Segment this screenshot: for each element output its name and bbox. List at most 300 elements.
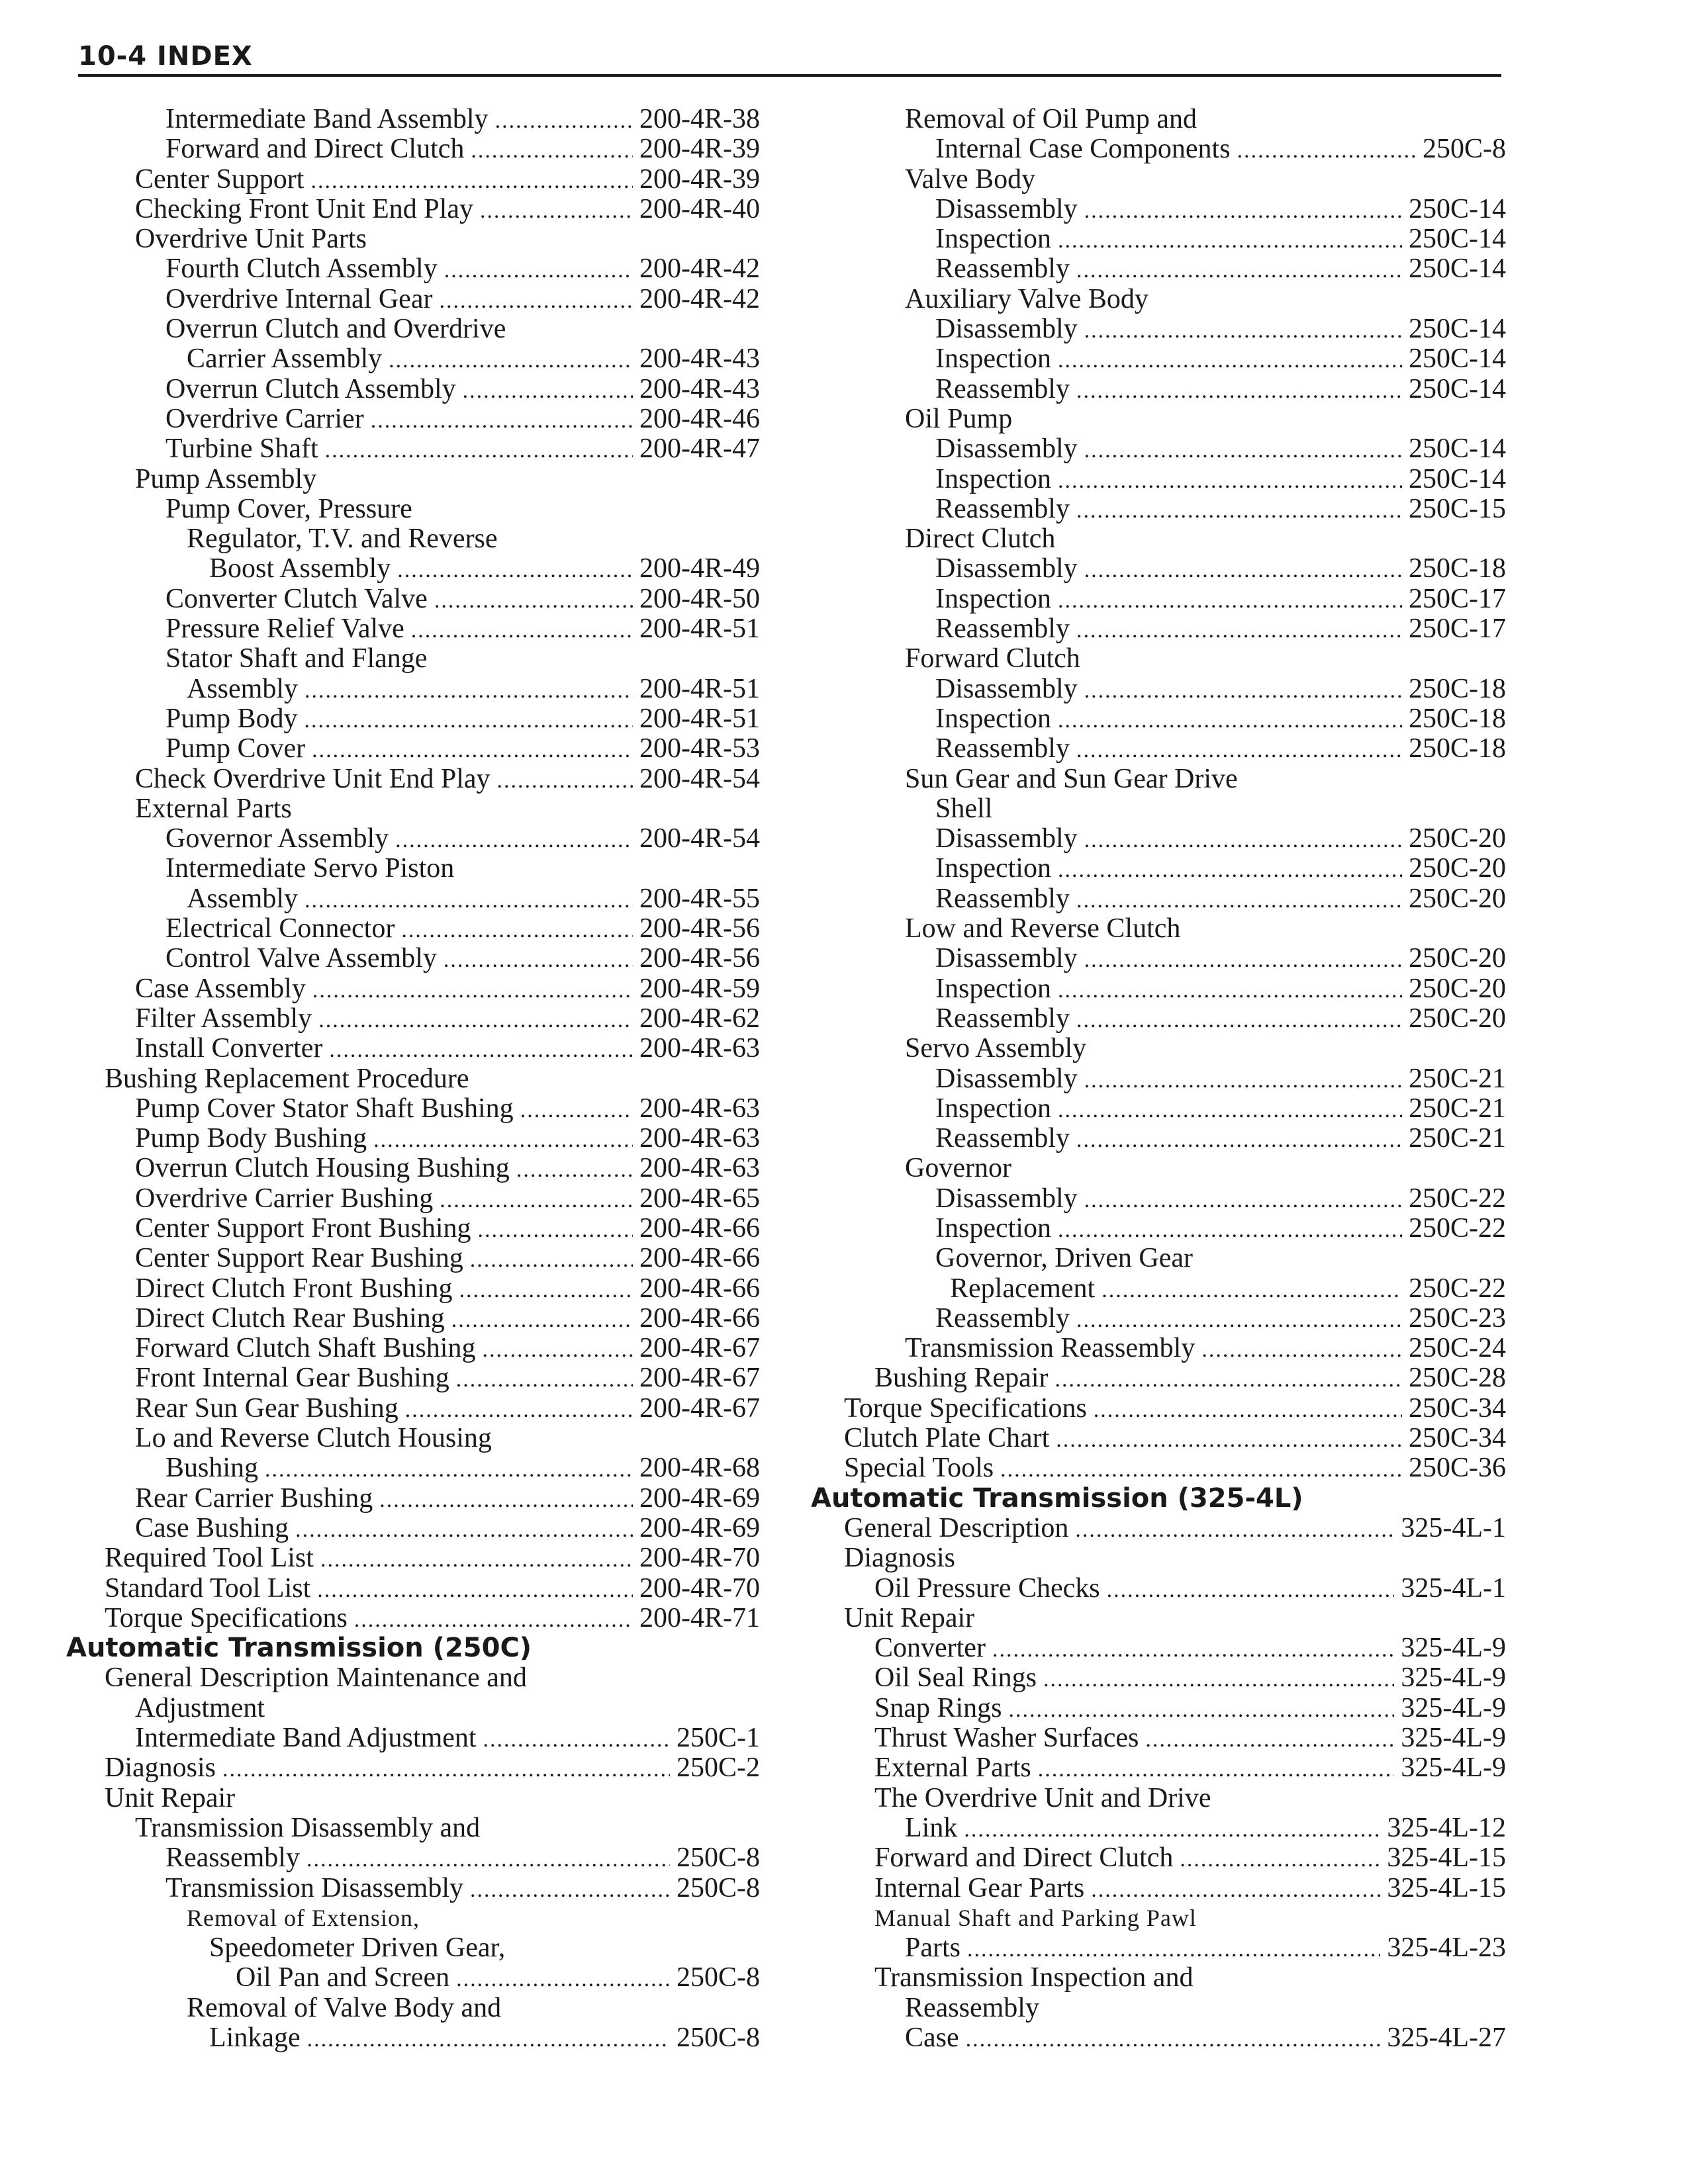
dot-leader	[1076, 1305, 1402, 1334]
entry-page-number: 200-4R-66	[639, 1303, 760, 1334]
entry-page-number: 200-4R-56	[639, 914, 760, 944]
dot-leader	[520, 1095, 633, 1124]
index-entry	[66, 1993, 760, 2023]
entry-page-number: 200-4R-70	[639, 1573, 760, 1604]
entry-page-number: 325-4L-9	[1401, 1693, 1506, 1723]
index-entry	[811, 465, 1506, 494]
index-entry	[66, 1154, 760, 1183]
index-entry	[811, 285, 1506, 314]
entry-page-number: 200-4R-56	[639, 944, 760, 974]
entry-text: Direct Clutch Front Bushing	[135, 1273, 453, 1304]
entry-page-number: 200-4R-62	[639, 1003, 760, 1034]
entry-page-number: 200-4R-66	[639, 1244, 760, 1274]
index-entry	[66, 1574, 760, 1604]
entry-page-number: 250C-20	[1409, 1003, 1506, 1034]
entry-page-number: 250C-20	[1409, 824, 1506, 854]
entry-page-number: 200-4R-54	[639, 824, 760, 854]
index-entry	[811, 1993, 1506, 2023]
entry-page-number: 200-4R-39	[639, 134, 760, 165]
entry-text: Lo and Reverse Clutch Housing	[135, 1424, 492, 1454]
index-entry	[811, 1424, 1506, 1453]
entry-text: The Overdrive Unit and Drive	[874, 1783, 1211, 1813]
index-entry	[811, 1543, 1506, 1573]
index-entry	[811, 1874, 1506, 1903]
entry-text: Governor	[905, 1154, 1011, 1184]
entry-page-number: 200-4R-49	[639, 554, 760, 584]
dot-leader	[1076, 1125, 1402, 1154]
index-entry	[811, 734, 1506, 764]
index-entry	[811, 974, 1506, 1004]
index-column-left	[66, 105, 760, 2053]
entry-text: Bushing Repair	[874, 1363, 1049, 1394]
entry-text: Replacement	[950, 1273, 1096, 1304]
index-entry	[66, 854, 760, 884]
index-entry	[66, 1094, 760, 1124]
dot-leader	[1058, 586, 1402, 614]
entry-text: Direct Clutch	[905, 524, 1056, 555]
index-entry	[811, 434, 1506, 464]
index-entry	[811, 854, 1506, 884]
dot-leader	[451, 1305, 633, 1334]
dot-leader	[1076, 886, 1402, 914]
index-entry	[811, 884, 1506, 914]
entry-text: Bushing Replacement Procedure	[105, 1064, 469, 1094]
entry-text: Pump Cover Stator Shaft Bushing	[135, 1093, 514, 1124]
entry-page-number: 250C-14	[1409, 434, 1506, 465]
index-entry	[66, 884, 760, 914]
dot-leader	[306, 1844, 670, 1873]
entry-text: Front Internal Gear Bushing	[135, 1363, 449, 1394]
dot-leader	[495, 106, 633, 134]
entry-text: Overdrive Carrier Bushing	[135, 1183, 434, 1214]
entry-text: Automatic Transmission (250C)	[66, 1633, 532, 1664]
index-entry	[811, 914, 1506, 944]
dot-leader	[478, 1215, 633, 1244]
index-entry	[66, 1784, 760, 1813]
entry-text: Inspection	[935, 584, 1051, 614]
index-entry	[66, 1334, 760, 1363]
index-entry	[811, 1124, 1506, 1154]
entry-page-number: 250C-21	[1409, 1124, 1506, 1154]
index-entry	[66, 584, 760, 614]
index-entry	[811, 314, 1506, 344]
entry-page-number: 250C-14	[1409, 194, 1506, 224]
dot-leader	[470, 1245, 633, 1273]
entry-text: Transmission Reassembly	[905, 1334, 1196, 1364]
entry-text: Disassembly	[935, 1064, 1078, 1094]
entry-page-number: 200-4R-43	[639, 344, 760, 375]
index-entry	[66, 1064, 760, 1094]
dot-leader	[1102, 1275, 1402, 1304]
entry-text: Reassembly	[935, 614, 1070, 645]
entry-text: Oil Seal Rings	[874, 1663, 1037, 1694]
entry-text: Pump Cover	[165, 734, 306, 764]
index-entry	[811, 614, 1506, 644]
index-entry	[66, 944, 760, 974]
entry-text: Electrical Connector	[165, 914, 395, 944]
entry-page-number: 200-4R-63	[639, 1154, 760, 1184]
index-entry	[811, 794, 1506, 824]
index-entry	[66, 195, 760, 224]
index-column-right	[811, 105, 1506, 2053]
index-entry	[66, 1903, 760, 1933]
entry-page-number: 200-4R-43	[639, 374, 760, 404]
entry-page-number: 325-4L-27	[1387, 2023, 1506, 2053]
dot-leader	[397, 555, 633, 584]
dot-leader	[1084, 676, 1402, 704]
index-entry	[811, 1784, 1506, 1813]
index-entry	[66, 1304, 760, 1334]
entry-page-number: 200-4R-63	[639, 1093, 760, 1124]
index-entry	[811, 584, 1506, 614]
entry-page-number: 250C-2	[677, 1753, 760, 1784]
index-entry	[811, 824, 1506, 854]
dot-leader	[305, 705, 633, 734]
dot-leader	[1107, 1575, 1395, 1604]
entry-page-number: 250C-14	[1409, 224, 1506, 255]
index-entry	[811, 2023, 1506, 2053]
dot-leader	[1084, 945, 1402, 974]
index-entry	[811, 1963, 1506, 1993]
index-entry	[811, 1604, 1506, 1633]
dot-leader	[439, 286, 633, 314]
index-entry	[66, 1424, 760, 1453]
entry-page-number: 250C-14	[1409, 464, 1506, 494]
index-entry	[66, 375, 760, 404]
index-entry	[811, 1663, 1506, 1693]
entry-text: Reassembly	[935, 884, 1070, 914]
entry-page-number: 250C-18	[1409, 734, 1506, 764]
entry-text: Center Support	[135, 164, 305, 195]
entry-text: Regulator, T.V. and Reverse	[187, 524, 498, 555]
index-entry	[66, 254, 760, 284]
entry-page-number: 200-4R-47	[639, 434, 760, 465]
entry-page-number: 250C-14	[1409, 314, 1506, 345]
dot-leader	[516, 1155, 633, 1183]
entry-text: Disassembly	[935, 1183, 1078, 1214]
entry-text: Adjustment	[135, 1693, 265, 1723]
entry-page-number: 250C-20	[1409, 944, 1506, 974]
dot-leader	[966, 2025, 1381, 2053]
index-entry	[811, 1184, 1506, 1214]
dot-leader	[482, 1335, 633, 1363]
entry-text: Inspection	[935, 344, 1051, 375]
dot-leader	[329, 1035, 633, 1064]
entry-text: Center Support Rear Bushing	[135, 1244, 463, 1274]
entry-page-number: 325-4L-15	[1387, 1843, 1506, 1874]
index-entry	[66, 1274, 760, 1304]
dot-leader	[1058, 345, 1402, 374]
entry-text: Inspection	[935, 224, 1051, 255]
index-entry	[66, 1604, 760, 1633]
entry-text: Reassembly	[935, 374, 1070, 404]
entry-text: Parts	[905, 1933, 961, 1964]
entry-page-number: 325-4L-1	[1401, 1513, 1506, 1543]
entry-page-number: 200-4R-67	[639, 1334, 760, 1364]
index-entry	[811, 1633, 1506, 1663]
entry-page-number: 200-4R-66	[639, 1213, 760, 1244]
entry-text: Thrust Washer Surfaces	[874, 1723, 1139, 1754]
dot-leader	[1043, 1664, 1394, 1693]
entry-text: Case	[905, 2023, 959, 2053]
dot-leader	[1058, 705, 1402, 734]
entry-text: Pump Cover, Pressure	[165, 494, 412, 524]
dot-leader	[1180, 1844, 1380, 1873]
entry-text: Converter Clutch Valve	[165, 584, 428, 614]
index-entry	[66, 974, 760, 1004]
entry-page-number: 325-4L-23	[1387, 1933, 1506, 1964]
index-entry	[66, 105, 760, 134]
entry-text: Bushing	[165, 1453, 259, 1484]
index-entry	[66, 1034, 760, 1064]
index-entry	[66, 494, 760, 524]
entry-page-number: 250C-22	[1409, 1183, 1506, 1214]
entry-text: Boost Assembly	[209, 554, 391, 584]
entry-text: Shell	[935, 794, 993, 824]
dot-leader	[1058, 976, 1402, 1004]
entry-text: Low and Reverse Clutch	[905, 914, 1181, 944]
entry-text: Disassembly	[935, 434, 1078, 465]
dot-leader	[325, 435, 633, 464]
entry-text: External Parts	[874, 1753, 1031, 1784]
entry-page-number: 250C-18	[1409, 704, 1506, 734]
dot-leader	[1084, 1066, 1402, 1094]
entry-page-number: 200-4R-65	[639, 1183, 760, 1214]
dot-leader	[320, 1545, 633, 1573]
index-entry	[66, 524, 760, 554]
entry-text: Servo Assembly	[905, 1034, 1087, 1064]
entry-text: Install Converter	[135, 1034, 323, 1064]
dot-leader	[1058, 466, 1402, 494]
index-entry	[811, 404, 1506, 434]
entry-text: Intermediate Band Adjustment	[135, 1723, 477, 1754]
entry-text: Reassembly	[935, 734, 1070, 764]
entry-text: Torque Specifications	[844, 1393, 1087, 1424]
entry-page-number: 250C-18	[1409, 674, 1506, 704]
entry-text: Control Valve Assembly	[165, 944, 437, 974]
dot-leader	[307, 2025, 670, 2053]
entry-page-number: 200-4R-59	[639, 974, 760, 1004]
entry-text: Forward Clutch	[905, 644, 1080, 674]
index-entry	[66, 1484, 760, 1514]
entry-page-number: 250C-17	[1409, 584, 1506, 614]
entry-page-number: 200-4R-40	[639, 194, 760, 224]
entry-page-number: 250C-23	[1409, 1303, 1506, 1334]
dot-leader	[480, 196, 633, 224]
dot-leader	[373, 1125, 633, 1154]
index-entry	[811, 1843, 1506, 1873]
index-entry	[66, 165, 760, 195]
dot-leader	[305, 886, 633, 914]
entry-page-number: 200-4R-63	[639, 1124, 760, 1154]
dot-leader	[483, 1725, 670, 1753]
entry-text: Removal of Oil Pump and	[905, 105, 1197, 134]
entry-text: Intermediate Servo Piston	[165, 854, 455, 884]
dot-leader	[317, 1575, 633, 1604]
dot-leader	[434, 586, 633, 614]
entry-text: Checking Front Unit End Play	[135, 194, 473, 224]
entry-page-number: 200-4R-67	[639, 1393, 760, 1424]
entry-page-number: 250C-34	[1409, 1424, 1506, 1454]
entry-text: General Description	[844, 1513, 1069, 1543]
section-heading	[811, 1484, 1506, 1514]
dot-leader	[1009, 1695, 1395, 1723]
index-entry	[66, 914, 760, 944]
index-entry	[811, 1154, 1506, 1183]
entry-text: Reassembly	[905, 1993, 1039, 2023]
dot-leader	[463, 376, 633, 404]
index-entry	[811, 764, 1506, 794]
dot-leader	[1084, 825, 1402, 854]
index-entry	[811, 1723, 1506, 1753]
entry-page-number: 200-4R-50	[639, 584, 760, 614]
entry-page-number: 200-4R-38	[639, 105, 760, 134]
entry-page-number: 200-4R-69	[639, 1513, 760, 1543]
entry-page-number: 200-4R-53	[639, 734, 760, 764]
entry-page-number: 200-4R-42	[639, 284, 760, 314]
entry-text: Required Tool List	[105, 1543, 314, 1574]
entry-text: Assembly	[187, 674, 298, 704]
dot-leader	[371, 406, 633, 434]
entry-page-number: 200-4R-51	[639, 704, 760, 734]
entry-text: Converter	[874, 1633, 986, 1664]
entry-text: General Description Maintenance and	[105, 1663, 527, 1694]
entry-text: Speedometer Driven Gear,	[209, 1933, 506, 1964]
entry-text: Overdrive Internal Gear	[165, 284, 433, 314]
entry-text: Disassembly	[935, 194, 1078, 224]
index-entry	[811, 944, 1506, 974]
entry-text: Valve Body	[905, 164, 1036, 195]
entry-page-number: 200-4R-69	[639, 1483, 760, 1514]
index-entry	[811, 1753, 1506, 1783]
entry-text: Auxiliary Valve Body	[905, 284, 1149, 314]
dot-leader	[1084, 196, 1402, 224]
index-entry	[811, 1034, 1506, 1064]
entry-page-number: 325-4L-1	[1401, 1573, 1506, 1604]
entry-text: Overrun Clutch Assembly	[165, 374, 456, 404]
dot-leader	[354, 1605, 633, 1633]
dot-leader	[305, 676, 633, 704]
dot-leader	[1056, 1425, 1402, 1453]
index-entry	[811, 165, 1506, 195]
entry-page-number: 250C-15	[1409, 494, 1506, 524]
index-entry	[66, 554, 760, 584]
index-entry	[66, 764, 760, 794]
index-entry	[811, 1363, 1506, 1393]
entry-page-number: 250C-22	[1409, 1273, 1506, 1304]
entry-text: Oil Pan and Screen	[236, 1963, 450, 1993]
entry-page-number: 250C-8	[677, 2023, 760, 2053]
entry-page-number: 200-4R-51	[639, 674, 760, 704]
dot-leader	[1058, 855, 1402, 884]
dot-leader	[444, 945, 633, 974]
entry-text: Disassembly	[935, 674, 1078, 704]
dot-leader	[1076, 735, 1402, 764]
index-entry	[811, 1514, 1506, 1543]
index-entry	[66, 404, 760, 434]
entry-text: Transmission Disassembly	[165, 1873, 464, 1903]
index-entry	[811, 1574, 1506, 1604]
index-entry	[66, 1663, 760, 1693]
entry-page-number: 250C-28	[1409, 1363, 1506, 1394]
entry-text: Overrun Clutch and Overdrive	[165, 314, 506, 345]
index-entry	[66, 1124, 760, 1154]
entry-page-number: 250C-22	[1409, 1213, 1506, 1244]
entry-page-number: 200-4R-71	[639, 1603, 760, 1633]
dot-leader	[1084, 435, 1402, 464]
dot-leader	[405, 1395, 633, 1424]
entry-text: Case Bushing	[135, 1513, 289, 1543]
entry-text: Clutch Plate Chart	[844, 1424, 1050, 1454]
index-entry	[66, 674, 760, 704]
entry-text: Stator Shaft and Flange	[165, 644, 428, 674]
dot-leader	[1058, 1215, 1402, 1244]
entry-text: Overdrive Unit Parts	[135, 224, 367, 255]
index-entry	[66, 1363, 760, 1393]
dot-leader	[1084, 1185, 1402, 1214]
entry-text: External Parts	[135, 794, 292, 824]
entry-text: Inspection	[935, 854, 1051, 884]
entry-text: Rear Sun Gear Bushing	[135, 1393, 399, 1424]
entry-page-number: 200-4R-70	[639, 1543, 760, 1574]
dot-leader	[456, 1365, 633, 1393]
entry-page-number: 250C-14	[1409, 344, 1506, 375]
entry-text: Reassembly	[935, 254, 1070, 285]
index-entry	[66, 1753, 760, 1783]
entry-page-number: 250C-8	[677, 1873, 760, 1903]
entry-text: Torque Specifications	[105, 1603, 348, 1633]
entry-page-number: 250C-20	[1409, 854, 1506, 884]
index-entry	[811, 1453, 1506, 1483]
entry-page-number: 200-4R-46	[639, 404, 760, 434]
dot-leader	[401, 915, 633, 944]
index-entry	[811, 554, 1506, 584]
dot-leader	[312, 735, 633, 764]
entry-text: Direct Clutch Rear Bushing	[135, 1303, 445, 1334]
entry-text: Forward and Direct Clutch	[165, 134, 465, 165]
index-entry	[66, 344, 760, 374]
dot-leader	[471, 136, 633, 164]
dot-leader	[1075, 1515, 1394, 1543]
entry-text: Automatic Transmission (325-4L)	[811, 1483, 1303, 1514]
entry-text: Pump Body	[165, 704, 298, 734]
entry-text: Reassembly	[935, 494, 1070, 524]
index-entry	[66, 434, 760, 464]
index-entry	[66, 1843, 760, 1873]
index-entry	[811, 1694, 1506, 1723]
entry-text: Inspection	[935, 974, 1051, 1004]
index-entry	[66, 314, 760, 344]
entry-text: Internal Gear Parts	[874, 1873, 1085, 1903]
dot-leader	[1076, 496, 1402, 524]
dot-leader	[470, 1875, 670, 1903]
entry-text: Reassembly	[165, 1843, 300, 1874]
index-entry	[811, 644, 1506, 674]
entry-text: Unit Repair	[844, 1603, 975, 1633]
dot-leader	[1201, 1335, 1402, 1363]
dot-leader	[444, 255, 633, 284]
entry-text: Fourth Clutch Assembly	[165, 254, 438, 285]
index-entry	[811, 704, 1506, 734]
entry-text: Sun Gear and Sun Gear Drive	[905, 764, 1238, 794]
entry-page-number: 250C-14	[1409, 254, 1506, 285]
dot-leader	[310, 166, 633, 195]
index-entry	[66, 1214, 760, 1244]
entry-page-number: 200-4R-63	[639, 1034, 760, 1064]
entry-text: Reassembly	[935, 1003, 1070, 1034]
entry-text: Oil Pump	[905, 404, 1013, 434]
dot-leader	[1000, 1455, 1402, 1483]
